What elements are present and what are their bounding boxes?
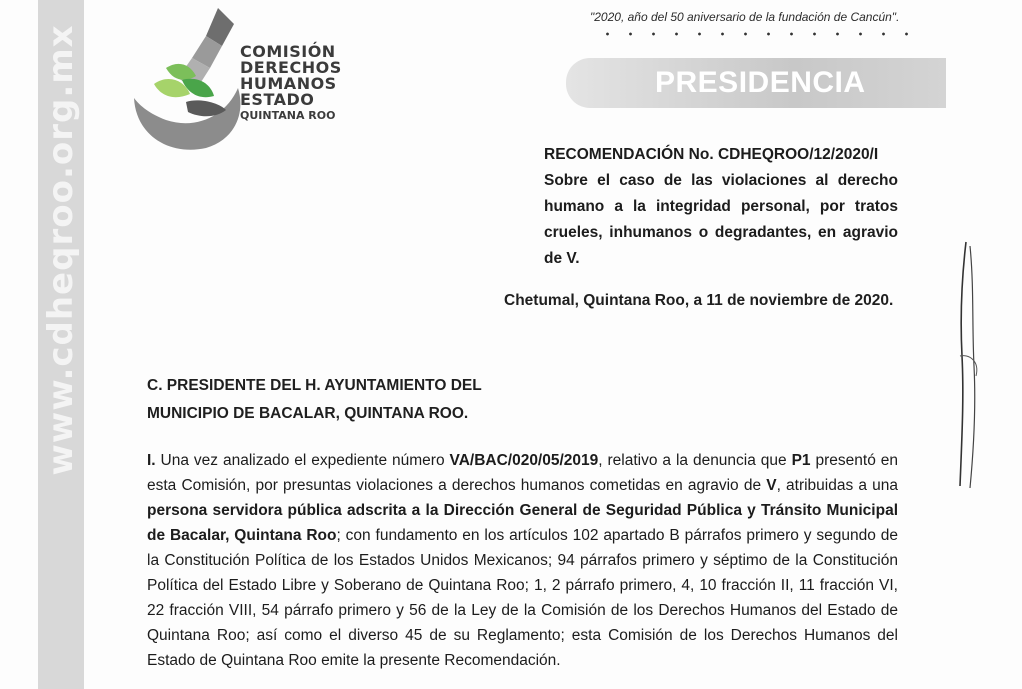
website-url: www.cdheqroo.org.mx	[41, 24, 81, 476]
dotted-divider	[596, 30, 926, 38]
signature-mark	[940, 236, 1000, 496]
year-motto: "2020, año del 50 aniversario de la fundación de Cancún".	[590, 10, 900, 24]
addressee-line-1: C. PRESIDENTE DEL H. AYUNTAMIENTO DEL	[147, 377, 482, 394]
body-paragraph: I. Una vez analizado el expediente número VA/BAC/020/05/2019, relativo a la denuncia que P1 presentó en esta Comisión, por presuntas violaciones a derechos humanos cometidas en agravio de V, atribuidas a una persona servidora pública adscrita a la Dirección General de Seguridad Pública y Tránsito Municipal de Bacalar, Quintana Roo; con fundamento en los artículos 102 apartado B párrafos primero y segundo de la Constitución Política de los Estados Unidos Mexicanos; 94 párrafos primero y séptimo de la Constitución Política del Estado Libre y Soberano de Quintana Roo; 1, 2 párrafo primero, 4, 10 fracción II, 11 fracción VI, 22 fracción VIII, 54 párrafo primero y 56 de la Ley de la Comisión de los Derechos Humanos del Estado de Quintana Roo; así como el diverso 45 de su Reglamento; esta Comisión de los Derechos Humanos del Estado de Quintana Roo emite la presente Recomendación.	[147, 452, 898, 669]
addressee-line-2: MUNICIPIO DE BACALAR, QUINTANA ROO.	[147, 405, 469, 422]
addressee	[147, 372, 482, 428]
logo-text: COMISIÓN DERECHOS HUMANOS ESTADO QUINTANA ROO	[240, 42, 342, 122]
dateline: Chetumal, Quintana Roo, a 11 de noviembre de 2020.	[504, 292, 894, 309]
recommendation-block	[544, 142, 898, 272]
presidencia-label: PRESIDENCIA	[655, 66, 866, 99]
recommendation-number: RECOMENDACIÓN No. CDHEQROO/12/2020/I	[544, 146, 879, 163]
cdheqroo-logo-icon	[126, 6, 252, 156]
recommendation-subject: Sobre el caso de las violaciones al derecho humano a la integridad personal, por tratos crueles, inhumanos o degradantes, en agravio de V.	[544, 172, 898, 267]
